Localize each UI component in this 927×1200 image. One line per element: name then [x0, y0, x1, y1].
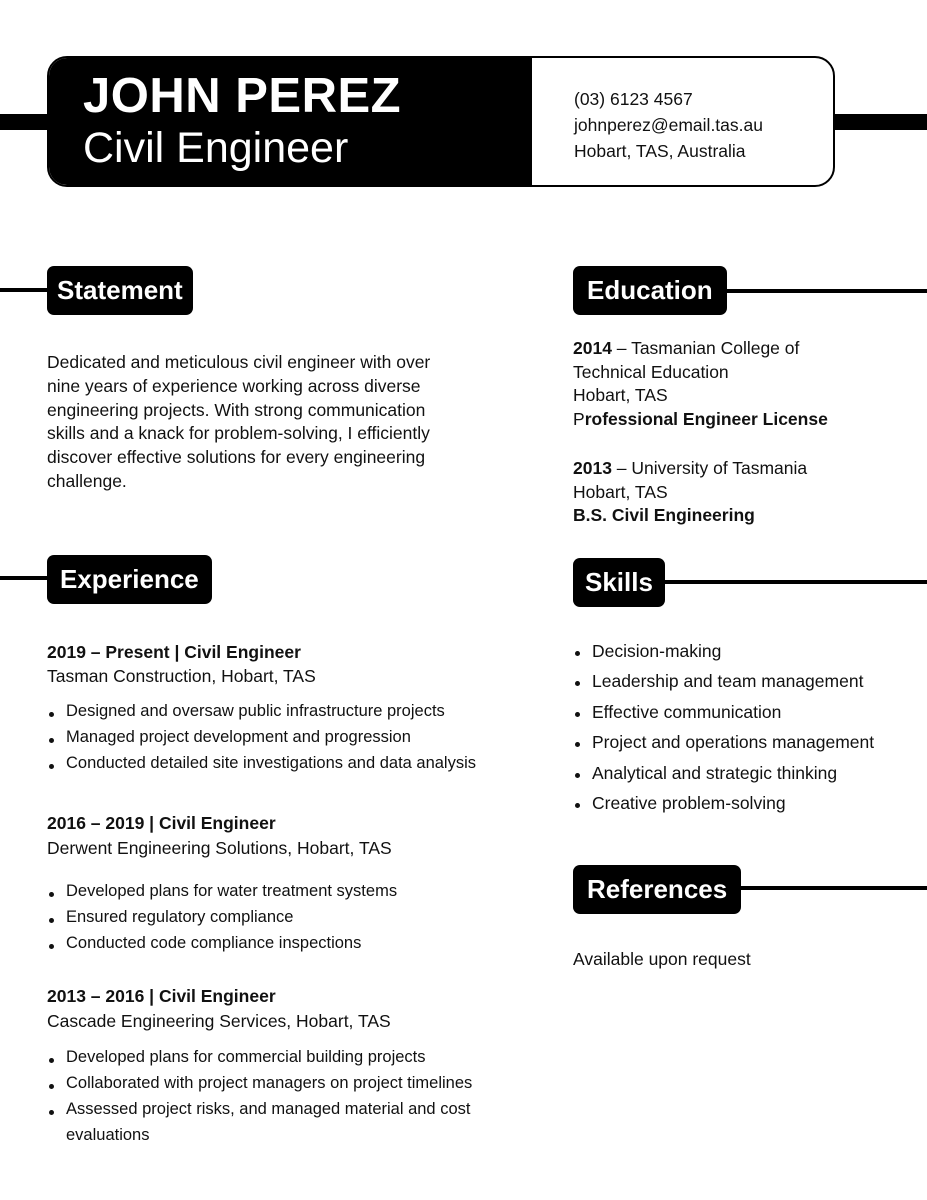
- education-qualification: rofessional Engineer License: [584, 408, 828, 429]
- education-location: Hobart, TAS: [573, 385, 668, 405]
- job-bullet: Developed plans for water treatment systems: [47, 882, 397, 908]
- skills-heading: Skills: [573, 558, 665, 607]
- job-bullet: Collaborated with project managers on project timelines: [47, 1074, 472, 1100]
- job-bullets: [47, 1048, 472, 1152]
- education-school: University of Tasmania: [631, 458, 808, 478]
- education-school: Tasmanian College of: [631, 338, 800, 358]
- contact-location: Hobart, TAS, Australia: [574, 141, 746, 161]
- skills-rule: [660, 580, 927, 584]
- education-qualification-initial: P: [573, 408, 585, 429]
- skill-item: Creative problem-solving: [573, 793, 874, 823]
- education-location: Hobart, TAS: [573, 481, 668, 502]
- job-bullets: [47, 882, 397, 960]
- header-rule-right: [820, 114, 927, 130]
- job-bullet: Designed and oversaw public infrastructure projects: [47, 702, 476, 728]
- candidate-name: JOHN PEREZ: [83, 69, 402, 123]
- skills-list: [573, 641, 874, 823]
- statement-line: engineering projects. With strong communication: [47, 399, 426, 420]
- skill-item: Decision-making: [573, 641, 874, 671]
- education-year: 2013: [573, 458, 612, 478]
- education-year: 2014: [573, 338, 612, 358]
- candidate-role: Civil Engineer: [83, 124, 349, 172]
- skill-item: Analytical and strategic thinking: [573, 763, 874, 793]
- job-bullet: Assessed project risks, and managed material and cost: [47, 1100, 472, 1126]
- statement-heading: Statement: [47, 266, 193, 315]
- statement-text: [47, 351, 477, 494]
- header-banner: [47, 56, 835, 187]
- references-rule: [735, 886, 927, 890]
- education-entry: [573, 337, 828, 431]
- experience-heading: Experience: [47, 555, 212, 604]
- job-title: 2016 – 2019 | Civil Engineer: [47, 813, 276, 833]
- job-bullet: Developed plans for commercial building projects: [47, 1048, 472, 1074]
- references-heading: References: [573, 865, 741, 914]
- job-company: Derwent Engineering Solutions, Hobart, TAS: [47, 838, 392, 858]
- job-bullet: Conducted code compliance inspections: [47, 934, 397, 960]
- statement-line: nine years of experience working across diverse: [47, 375, 421, 396]
- statement-line: skills and a knack for problem-solving, I efficiently: [47, 423, 430, 444]
- job-title: 2013 – 2016 | Civil Engineer: [47, 986, 276, 1006]
- education-school-cont: Technical Education: [573, 361, 729, 382]
- job-bullet-continuation: evaluations: [66, 1126, 150, 1144]
- education-qualification: B.S. Civil Engineering: [573, 505, 755, 525]
- skill-item: Leadership and team management: [573, 671, 874, 701]
- job-company: Cascade Engineering Services, Hobart, TAS: [47, 1011, 391, 1031]
- education-separator: –: [611, 338, 632, 358]
- job-bullet: Conducted detailed site investigations and data analysis: [47, 754, 476, 780]
- job-bullet: Managed project development and progression: [47, 728, 476, 754]
- job-company: Tasman Construction, Hobart, TAS: [47, 666, 316, 686]
- job-bullet: Ensured regulatory compliance: [47, 908, 397, 934]
- contact-block: [574, 86, 763, 164]
- contact-email: johnperez@email.tas.au: [574, 115, 763, 135]
- education-entry: [573, 457, 807, 528]
- skill-item: Project and operations management: [573, 732, 874, 762]
- education-rule: [720, 289, 927, 293]
- statement-line: Dedicated and meticulous civil engineer with over: [47, 352, 431, 372]
- education-separator: –: [611, 458, 632, 478]
- job-bullets: [47, 702, 476, 780]
- contact-phone: (03) 6123 4567: [574, 89, 693, 109]
- skill-item: Effective communication: [573, 702, 874, 732]
- statement-line: discover effective solutions for every engineering: [47, 447, 426, 468]
- job-title: 2019 – Present | Civil Engineer: [47, 642, 301, 662]
- references-text: Available upon request: [573, 949, 751, 969]
- statement-line: challenge.: [47, 470, 127, 491]
- education-heading: Education: [573, 266, 727, 315]
